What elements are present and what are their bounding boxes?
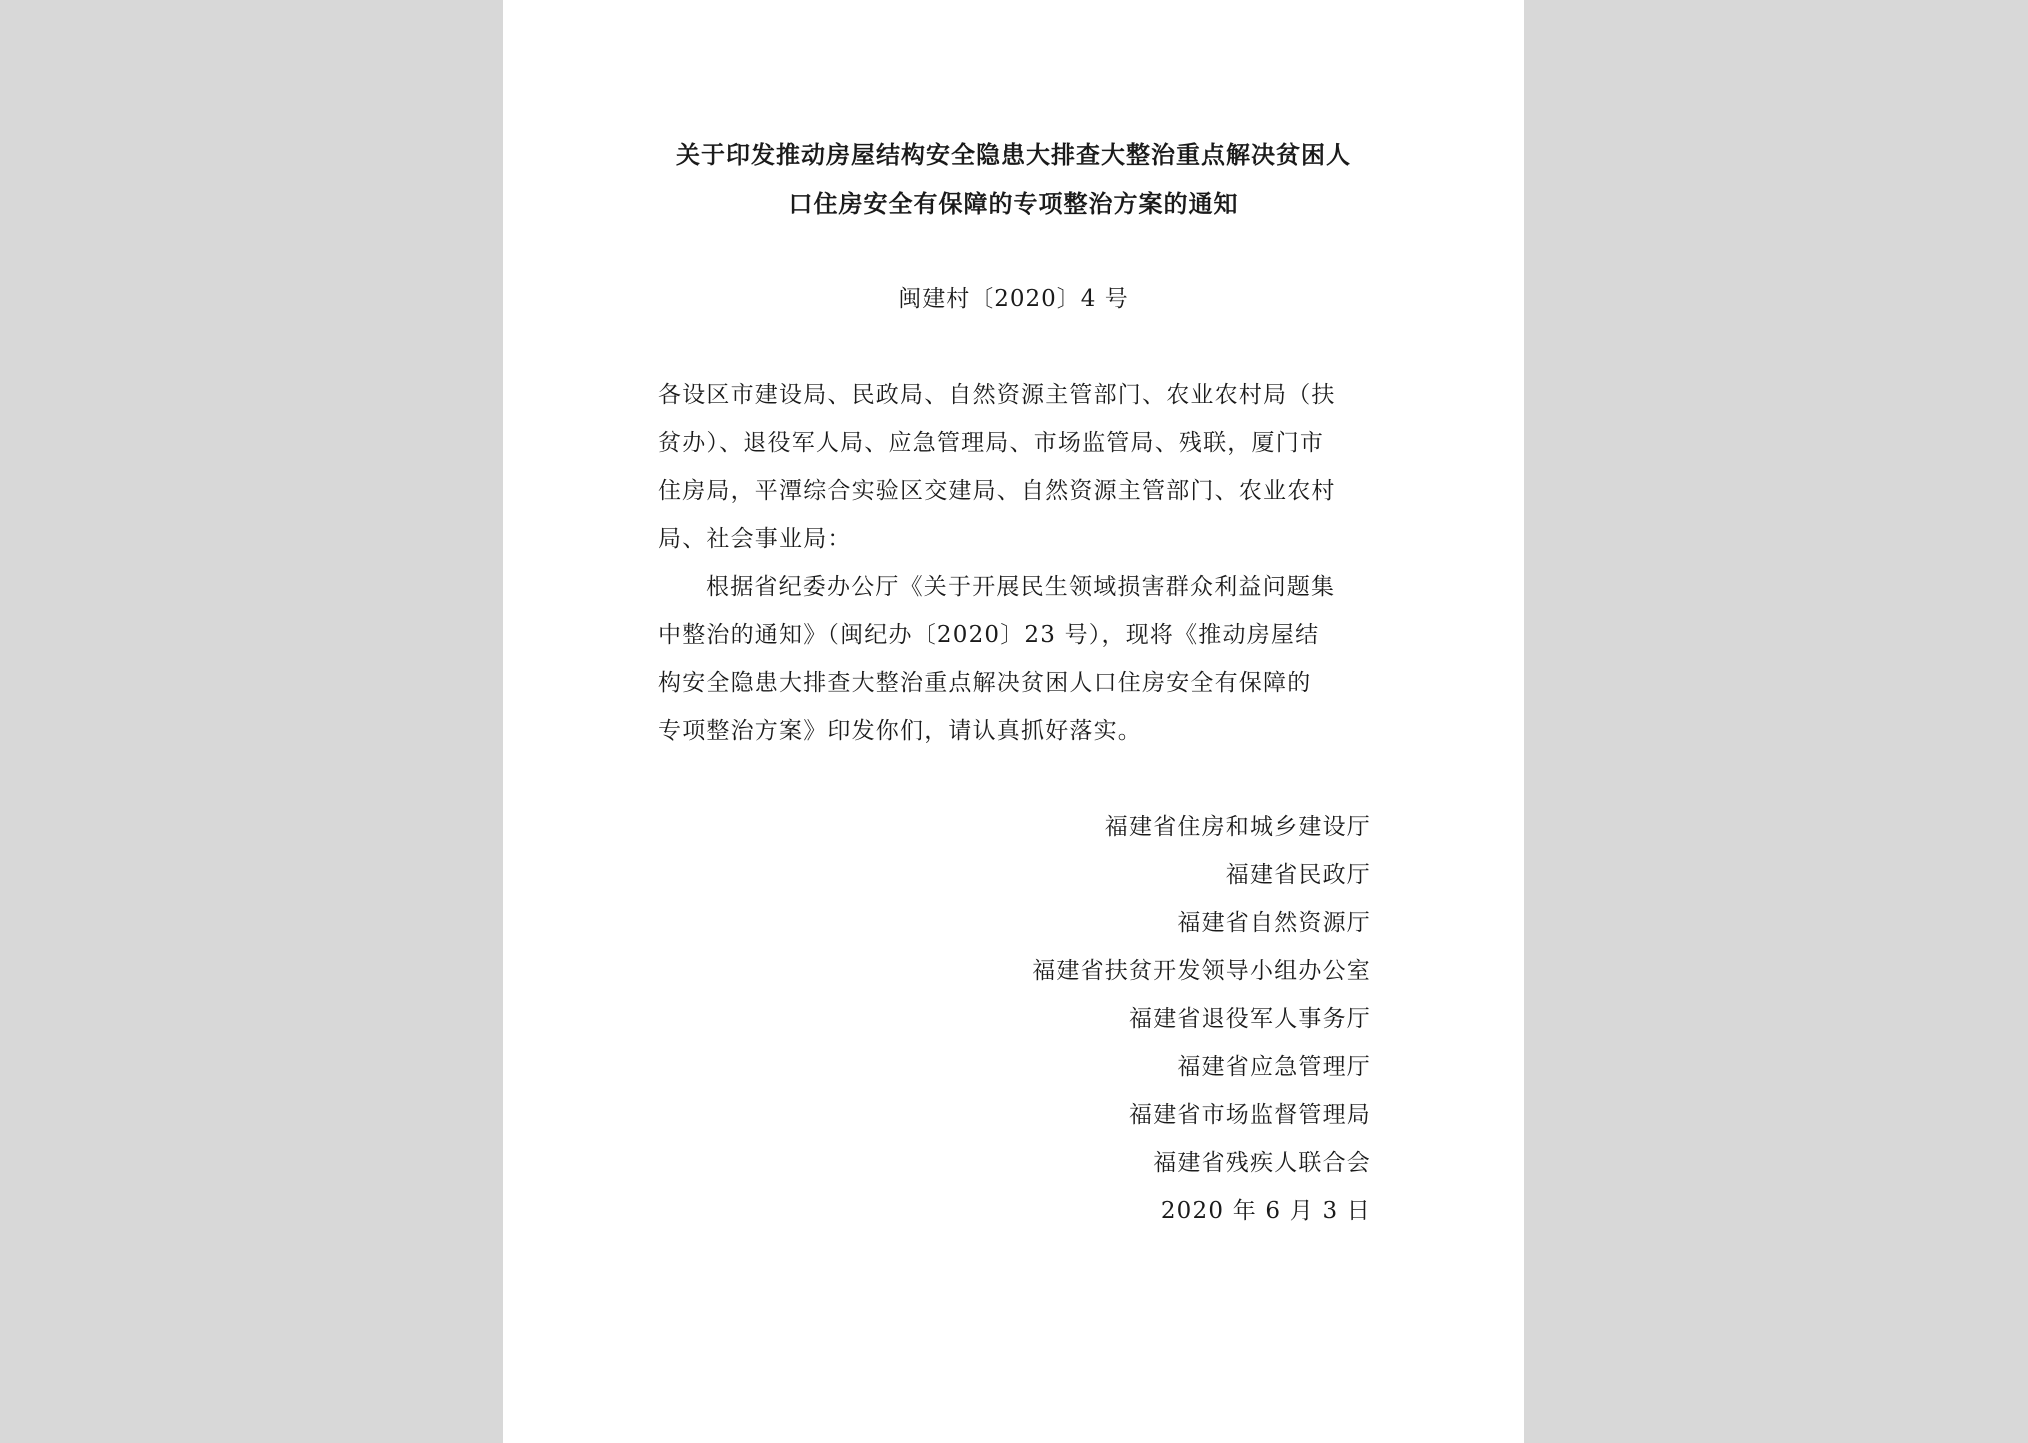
addressee-line-1: 各设区市建设局、民政局、自然资源主管部门、农业农村局（扶: [658, 382, 1336, 408]
signatory-5: 福建省退役军人事务厅: [1129, 1006, 1371, 1032]
addressee-line-2: 贫办）、退役军人局、应急管理局、市场监管局、残联，厦门市: [658, 430, 1325, 456]
signatory-1: 福建省住房和城乡建设厅: [1104, 814, 1371, 840]
body-line-4: 专项整治方案》印发你们，请认真抓好落实。: [658, 718, 1142, 744]
document-title-line-1: 关于印发推动房屋结构安全隐患大排查大整治重点解决贫困人: [676, 141, 1351, 169]
document-number: 闽建村〔2020〕4 号: [898, 286, 1129, 312]
body-line-1: 根据省纪委办公厅《关于开展民生领域损害群众利益问题集: [706, 574, 1336, 600]
signatory-2: 福建省民政厅: [1225, 862, 1371, 888]
addressee-line-4: 局、社会事业局：: [658, 526, 852, 552]
signatory-7: 福建省市场监督管理局: [1129, 1102, 1371, 1128]
body-line-3: 构安全隐患大排查大整治重点解决贫困人口住房安全有保障的: [658, 670, 1312, 696]
body-line-2: 中整治的通知》（闽纪办〔2020〕23 号），现将《推动房屋结: [658, 622, 1320, 648]
signatory-4: 福建省扶贫开发领导小组办公室: [1032, 958, 1371, 984]
addressee-line-3: 住房局，平潭综合实验区交建局、自然资源主管部门、农业农村: [658, 478, 1336, 504]
document-title-line-2: 口住房安全有保障的专项整治方案的通知: [788, 190, 1239, 218]
document-date: 2020 年 6 月 3 日: [1160, 1198, 1371, 1224]
signatory-8: 福建省残疾人联合会: [1153, 1150, 1371, 1176]
signatory-3: 福建省自然资源厅: [1177, 910, 1371, 936]
document-page: [503, 0, 1524, 1443]
signatory-6: 福建省应急管理厅: [1177, 1054, 1371, 1080]
